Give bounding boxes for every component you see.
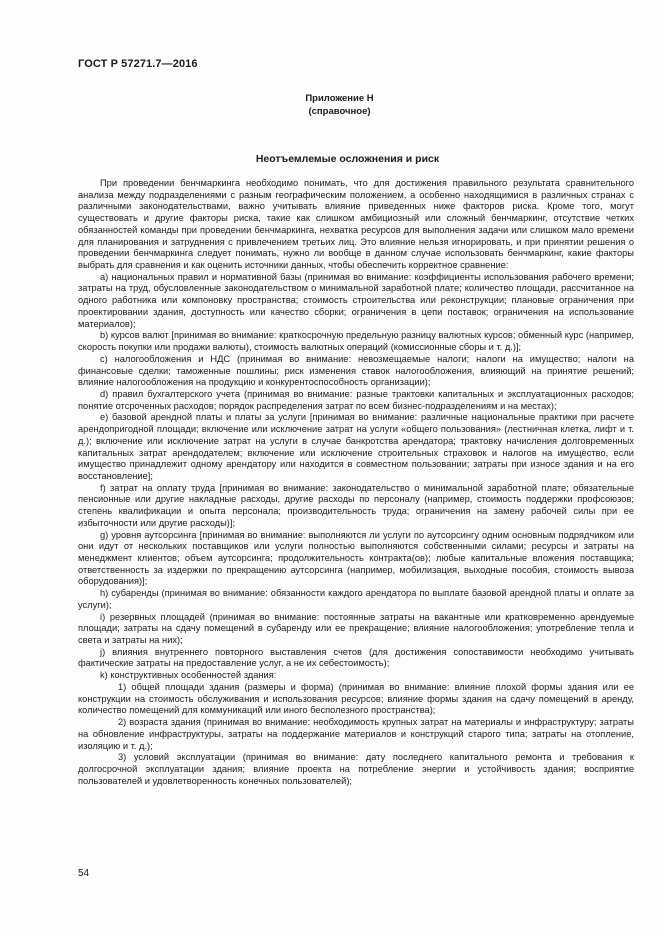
list-item-d: d) правил бухгалтерского учета (принимая во внимание: разные трактовки капитальных и эксплуатационных расходов; понятие отсроченных расходов; порядок распределения затрат по всем бизнес-подразделениям и на местах); — [78, 388, 634, 411]
list-item-c: c) налогообложения и НДС (принимая во внимание: невозмещаемые налоги; налоги на имущество; налоги на финансовые сделки; таможенные пошлины; риск изменения ставок налогообложения, влияющий на принятие решений; влияние налогообложения на продукцию и конкурентоспособность организации); — [78, 353, 634, 388]
section-title: Неотъемлемые осложнения и риск — [255, 153, 440, 165]
list-item-j: j) влияния внутреннего повторного выставления счетов (для достижения сопоставимости необходимо учитывать фактические затраты на предоставление услуг, а не их себестоимость); — [78, 646, 634, 669]
sub-item-3: 3) условий эксплуатации (принимая во внимание: дату последнего капитального ремонта и требования к долгосрочной эксплуатации здания; влияние проекта на потребление энергии и устойчивость здания; восприятие пользователей и удовлетворенность конечных пользователей); — [78, 752, 634, 786]
sub-item-1: 1) общей площади здания (размеры и форма) (принимая во внимание: влияние плохой формы здания или ее конструкции на стоимость обслуживания и использования ресурсов; влияние формы здания на сдачу помещений в аренду, количество помещений для коммуникаций или иного бесполезного пространства); — [78, 681, 634, 716]
document-header: ГОСТ Р 57271.7—2016 — [78, 58, 198, 70]
intro-paragraph: При проведении бенчмаркинга необходимо понимать, что для достижения правильного результата сравнительного анализа между подразделениями с разным географическим положением, а особенно находящимися в различных странах с различными законодательствами, важно учитывать влияние приведенных ниже факторов риска. Кроме того, могут существовать и другие факторы риска, такие как слишком амбициозный или сложный бенчмаркинг, отсутствие четких обязанностей команды при проведении бенчмаркинга, нехватка ресурсов для выполнения задачи или слишком мало времени для планирования и затруднения с привлечением третьих лиц. Это влияние нельзя игнорировать, и при принятии решения о проведении бенчмаркинга следует понимать, нужно ли вообще в данном случае использовать бенчмаркинг, какие факторы выбрать для сравнения и как оценить источники данных, чтобы обеспечить корректное сравнение: — [78, 178, 634, 271]
sub-item-2: 2) возраста здания (принимая во внимание: необходимость крупных затрат на материалы и инфраструктуру; затраты на обновление инфраструктуры, затраты на поддержание материалов и конструкций старого типа; затраты на отопление, изоляцию и т. д.); — [78, 717, 634, 751]
appendix-kind: (справочное) — [308, 106, 371, 117]
list-item-f: f) затрат на оплату труда [принимая во внимание: законодательство о минимальной заработной плате; обязательные пенсионные или другие накладные расходы, другие расходы по персоналу (например, стоимость поддержки профсоюзов; степень квалификации и опыта персонала; производительность труда; ограничения на замену рабочей силы при ее избыточности или другие расходы)]; — [78, 482, 634, 528]
appendix-heading — [0, 92, 661, 118]
list-item-i: i) резервных площадей (принимая во внимание: постоянные затраты на вакантные или кратковременно арендуемые площади; затраты на сдачу помещений в субаренду или ее прекращение; влияние налогообложения; употребление тепла и света и затраты на них); — [78, 611, 634, 646]
list-item-e: e) базовой арендной платы и платы за услуги [принимая во внимание: различные национальные практики при расчете арендопригодной площади; включение или исключение затрат на услуги «общего пользования» (лестничная клетка, лифт и т. д.); включение или исключение затрат на услуги в случае банкротства арендатора; трактовку начисления долговременных капитальных затрат арендодателем; включение или исключение строительных страховок и налогов на имущество, если имущество принадлежит одному арендатору или находится в совместном пользовании; затраты при износе здания и на его восстановление]; — [78, 412, 634, 481]
list-item-g: g) уровня аутсорсинга [принимая во внимание: выполняются ли услуги по аутсорсингу одним основным подрядчиком или они идут от нескольких поставщиков или услуги полностью выполняются собственными силами; ресурсы и затраты на менеджмент клиентов; объем аутсорсинга; продолжительность контракта(ов); любые капитальные вложения поставщика; ответственность за издержки по прекращению аутсорсинга (например, мобилизация, выходные пособия, стоимость вывоза оборудования)]; — [78, 529, 634, 587]
body-text — [78, 178, 634, 787]
page-number: 54 — [78, 868, 90, 879]
appendix-label: Приложение Н — [305, 93, 374, 104]
list-item-h: h) субаренды (принимая во внимание: обязанности каждого арендатора по выплате базовой арендной платы и оплате за услуги); — [78, 588, 634, 610]
list-item-k: k) конструктивных особенностей здания: — [100, 670, 277, 681]
list-item-a: а) национальных правил и нормативной базы (принимая во внимание: коэффициенты использования рабочего времени; затраты на труд, обусловленные законодательством о минимальной заработной плате; количество площади, рассчитанное на одного работника или компоновку пространства; стоимость строительства или реконструкции; плановые ограничения при проектировании здания, доступность или качество сборки; ограничения в цепи поставок; ограничения на использование материалов); — [78, 271, 634, 329]
list-item-b: b) курсов валют [принимая во внимание: краткосрочную предельную разницу валютных курсов; обменный курс (например, скорость покупки или продажи валюты), стоимость валютных операций (комиссионные сборы и т. д.)]; — [78, 330, 634, 353]
